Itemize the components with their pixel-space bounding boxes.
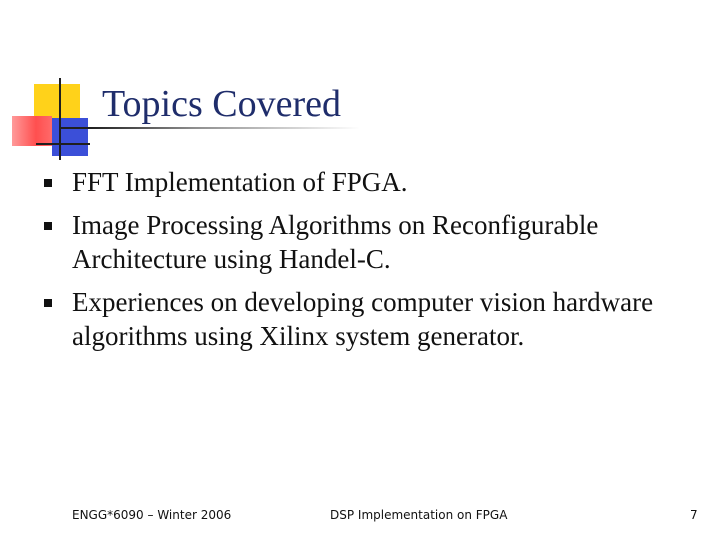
ornament-red-square xyxy=(12,116,52,146)
bullet-square-icon xyxy=(44,222,52,230)
bullet-square-icon xyxy=(44,299,52,307)
bullet-text: Image Processing Algorithms on Reconfigurable Architecture using Handel-C. xyxy=(72,210,599,274)
footer-page-number: 7 xyxy=(690,508,698,522)
ornament-blue-square xyxy=(52,118,88,156)
corner-ornament xyxy=(0,0,110,170)
bullet-item xyxy=(72,165,702,199)
bullet-item xyxy=(72,285,702,353)
ornament-horizontal-line xyxy=(36,143,90,145)
ornament-vertical-line xyxy=(59,78,61,160)
footer-topic: DSP Implementation on FPGA xyxy=(330,508,508,522)
footer-course: ENGG*6090 – Winter 2006 xyxy=(72,508,232,522)
bullet-square-icon xyxy=(44,179,52,187)
bullet-list xyxy=(72,165,702,362)
slide-title: Topics Covered xyxy=(102,83,342,125)
bullet-text: FFT Implementation of FPGA. xyxy=(72,167,408,197)
bullet-item xyxy=(72,208,702,276)
bullet-text: Experiences on developing computer vision hardware algorithms using Xilinx system generator. xyxy=(72,287,654,351)
